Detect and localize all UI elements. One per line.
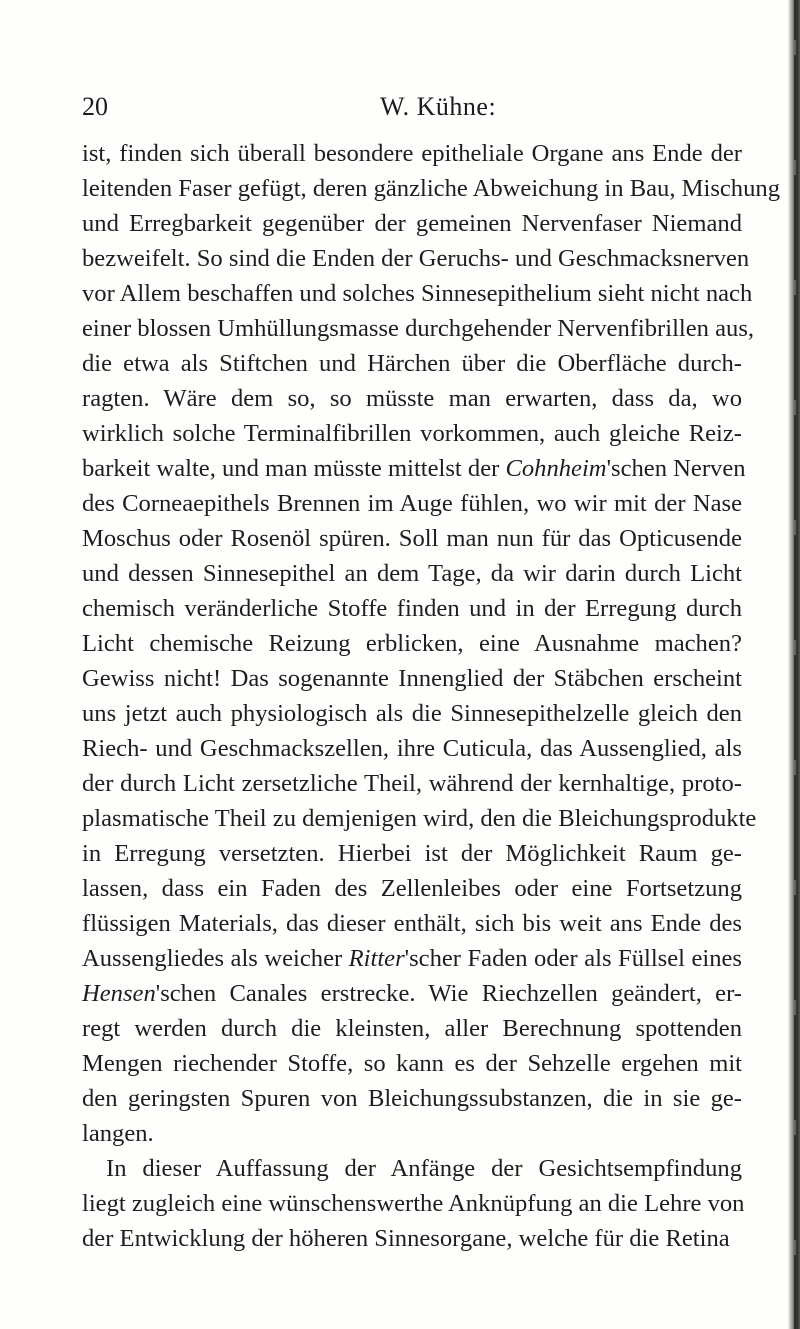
text-line (82, 276, 753, 311)
text-segment: leitenden Faser gefügt, deren gänzliche Abweichung in Bau, Mischung (82, 175, 780, 202)
text-segment: lassen, dass ein Faden des Zellenleibes oder eine Fortsetzung (82, 875, 742, 902)
text-line (82, 1186, 745, 1221)
text-segment: chemisch veränderliche Stoffe finden und in der Erregung durch (82, 595, 742, 622)
text-segment: des Corneaepithels Brennen im Auge fühlen, wo wir mit der Nase (82, 490, 742, 517)
text-line (82, 381, 742, 416)
text-segment: Aussengliedes als weicher (82, 945, 349, 972)
text-line (82, 836, 742, 871)
text-segment: bezweifelt. So sind die Enden der Geruchs- und Geschmacksnerven (82, 245, 750, 272)
text-line (82, 1081, 742, 1116)
text-segment: einer blossen Umhüllungsmasse durchgehender Nervenfibrillen aus, (82, 315, 755, 342)
text-line (82, 486, 742, 521)
text-segment: wirklich solche Terminalfibrillen vorkommen, auch gleiche Reiz- (82, 420, 742, 447)
text-segment: Riech- und Geschmackszellen, ihre Cuticula, das Aussenglied, als (82, 735, 742, 762)
text-segment: 'scher Faden oder als Füllsel eines (404, 945, 742, 972)
text-segment: Mengen riechender Stoffe, so kann es der Sehzelle ergehen mit (82, 1050, 742, 1077)
text-segment: plasmatische Theil zu demjenigen wird, den die Bleichungsprodukte (82, 805, 757, 832)
text-segment: ragten. Wäre dem so, so müsste man erwarten, dass da, wo (82, 385, 742, 412)
text-line (82, 416, 742, 451)
text-segment: Moschus oder Rosenöl spüren. Soll man nun für das Opticusende (82, 525, 742, 552)
text-segment: die etwa als Stiftchen und Härchen über die Oberfläche durch- (82, 350, 742, 377)
running-head: W. Kühne: (380, 92, 497, 121)
text-segment: und dessen Sinnesepithel an dem Tage, da wir darin durch Licht (82, 560, 742, 587)
text-segment: vor Allem beschaffen und solches Sinnesepithelium sieht nicht nach (82, 280, 753, 307)
text-line (82, 171, 780, 206)
text-line (82, 696, 742, 731)
text-segment: 'schen Canales erstrecke. Wie Riechzellen geändert, er- (155, 980, 742, 1007)
italic-name: Cohnheim (505, 455, 607, 482)
text-line (82, 626, 742, 661)
text-line (82, 1116, 742, 1151)
text-segment: und Erregbarkeit gegenüber der gemeinen Nervenfaser Niemand (82, 210, 742, 237)
text-segment: in Erregung versetzten. Hierbei ist der Möglichkeit Raum ge- (82, 840, 742, 867)
text-segment: flüssigen Materials, das dieser enthält, sich bis weit ans Ende des (82, 910, 742, 937)
italic-name: Hensen (82, 980, 156, 1007)
text-segment: langen. (82, 1120, 154, 1147)
text-segment: barkeit walte, und man müsste mittelst der (82, 455, 506, 482)
text-segment: Licht chemische Reizung erblicken, eine Ausnahme machen? (82, 630, 742, 657)
page-header (82, 92, 742, 122)
text-line (82, 556, 742, 591)
text-line (82, 451, 746, 486)
text-segment: ist, finden sich überall besondere epitheliale Organe ans Ende der (82, 140, 742, 167)
text-segment: den geringsten Spuren von Bleichungssubstanzen, die in sie ge- (82, 1085, 742, 1112)
text-segment: 'schen Nerven (606, 455, 746, 482)
text-segment: der Entwicklung der höheren Sinnesorgane, welche für die Retina (82, 1225, 730, 1252)
text-line (82, 1151, 742, 1186)
text-line (82, 206, 742, 241)
text-segment: liegt zugleich eine wünschenswerthe Anknüpfung an die Lehre von (82, 1190, 745, 1217)
text-line (82, 941, 742, 976)
text-line (82, 521, 742, 556)
text-line (82, 1046, 742, 1081)
text-line (82, 871, 742, 906)
text-line (82, 241, 750, 276)
text-line (82, 311, 755, 346)
text-line (82, 661, 742, 696)
italic-name: Ritter (348, 945, 405, 972)
text-line (82, 976, 742, 1011)
paragraph (82, 1151, 745, 1256)
text-segment: Gewiss nicht! Das sogenannte Innenglied der Stäbchen erscheint (82, 665, 742, 692)
text-line (82, 346, 742, 381)
text-line (82, 801, 757, 836)
paragraph (82, 136, 780, 1151)
text-segment: der durch Licht zersetzliche Theil, während der kernhaltige, proto- (82, 770, 742, 797)
text-line (82, 906, 742, 941)
text-line (82, 591, 742, 626)
text-segment: regt werden durch die kleinsten, aller Berechnung spottenden (82, 1015, 742, 1042)
text-segment: In dieser Auffassung der Anfänge der Gesichtsempfindung (106, 1155, 742, 1182)
page-edge-shadow (788, 0, 800, 1329)
page-number: 20 (82, 92, 108, 121)
text-segment: uns jetzt auch physiologisch als die Sinnesepithelzelle gleich den (82, 700, 742, 727)
text-line (82, 136, 742, 171)
body-text (82, 136, 780, 1256)
text-line (82, 1011, 742, 1046)
text-line (82, 766, 742, 801)
text-line (82, 1221, 742, 1256)
text-line (82, 731, 742, 766)
